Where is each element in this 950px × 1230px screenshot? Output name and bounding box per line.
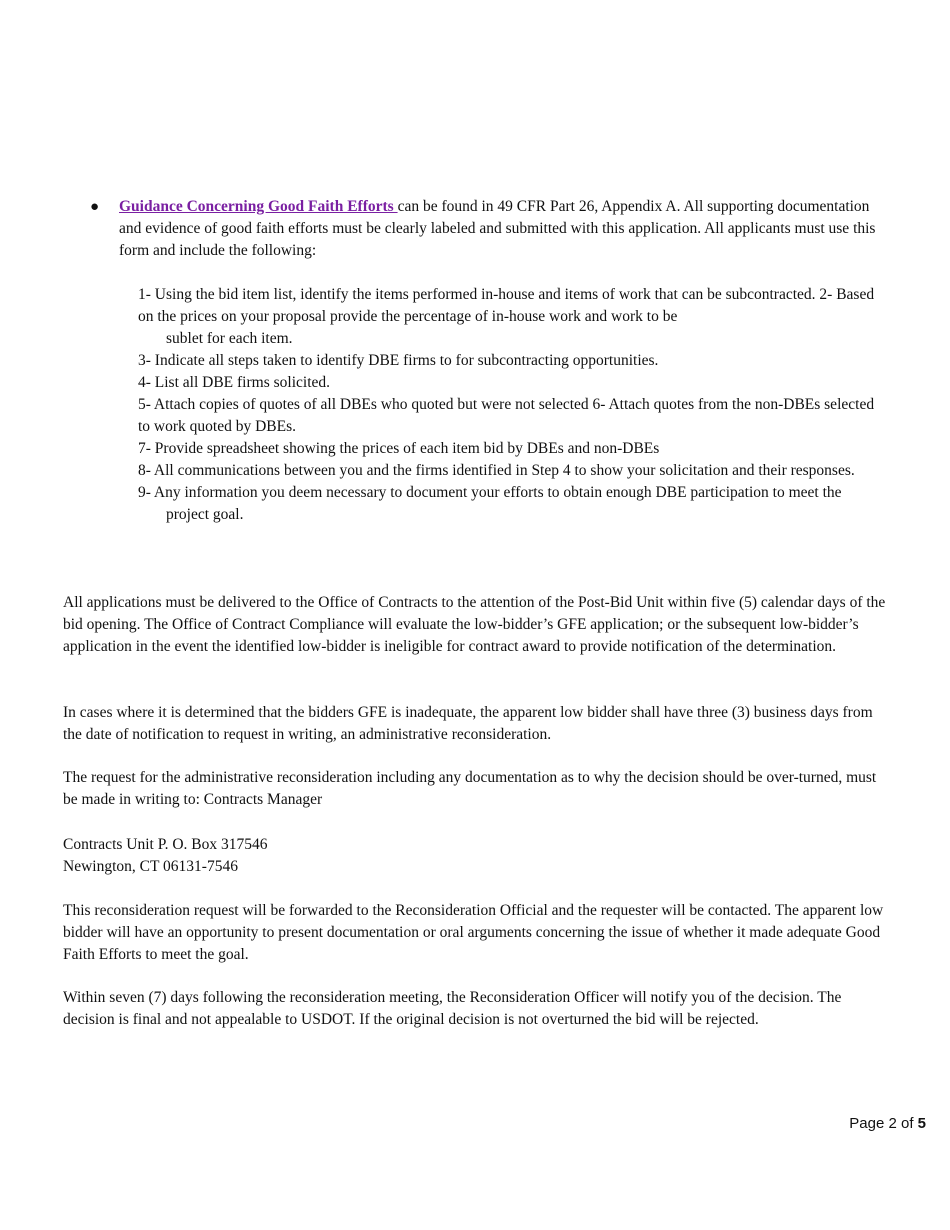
address-line-2: Newington, CT 06131-7546 — [63, 858, 238, 875]
paragraph-inadequate-gfe: In cases where it is determined that the bidders GFE is inadequate, the apparent low bidder shall have three (3) business days from the date of notification to request in writing, an administrative reconsideration. — [63, 704, 873, 743]
guidance-text-block — [119, 196, 890, 262]
address-line-1: Contracts Unit P. O. Box 317546 — [63, 836, 268, 853]
bullet-icon: ● — [90, 199, 100, 215]
guidance-link[interactable]: Guidance Concerning Good Faith Efforts — [119, 198, 398, 215]
step-7: 7- Provide spreadsheet showing the prices of each item bid by DBEs and non-DBEs — [138, 440, 660, 457]
guidance-text: can be found in 49 CFR Part 26, Appendix A. All supporting documentation and evidence of good faith efforts must be clearly labeled and submitted with this application. All applicants must use this form and include the following: — [119, 198, 876, 259]
step-5-6: 5- Attach copies of quotes of all DBEs who quoted but were not selected 6- Attach quotes from the non-DBEs selected to work quoted by DBEs. — [138, 396, 875, 435]
paragraph-applications: All applications must be delivered to the Office of Contracts to the attention of the Post-Bid Unit within five (5) calendar days of the bid opening. The Office of Contract Compliance will evaluate the low-bidder’s GFE application; or the subsequent low-bidder’s application in the event the identified low-bidder is ineligible for contract award to provide notification of the determination. — [63, 594, 886, 655]
step-3: 3- Indicate all steps taken to identify DBE firms to for subcontracting opportunities. — [138, 352, 659, 369]
step-8: 8- All communications between you and the firms identified in Step 4 to show your solicitation and their responses. — [138, 462, 855, 479]
steps-list — [138, 284, 888, 526]
step-1-2-continuation: sublet for each item. — [166, 330, 293, 347]
step-1-2: 1- Using the bid item list, identify the items performed in-house and items of work that can be subcontracted. 2- Based on the prices on your proposal provide the percentage of in-house work and work to be — [138, 286, 875, 325]
paragraph-decision: Within seven (7) days following the reconsideration meeting, the Reconsideration Officer will notify you of the decision. The decision is final and not appealable to USDOT. If the original decision is not overturned the bid will be rejected. — [63, 989, 842, 1028]
page-number-total: 5 — [917, 1115, 926, 1132]
step-4: 4- List all DBE firms solicited. — [138, 374, 331, 391]
page-number — [849, 1115, 926, 1132]
paragraph-forwarding: This reconsideration request will be forwarded to the Reconsideration Official and the requester will be contacted. The apparent low bidder will have an opportunity to present documentation or oral arguments concerning the issue of whether it made adequate Good Faith Efforts to meet the goal. — [63, 902, 884, 963]
step-9: 9- Any information you deem necessary to document your efforts to obtain enough DBE participation to meet the project goal. — [138, 484, 842, 523]
paragraph-reconsideration-request: The request for the administrative reconsideration including any documentation as to why the decision should be over-turned, must be made in writing to: Contracts Manager — [63, 769, 877, 808]
page-number-prefix: Page 2 of — [849, 1115, 918, 1132]
guidance-bullet — [90, 196, 890, 262]
